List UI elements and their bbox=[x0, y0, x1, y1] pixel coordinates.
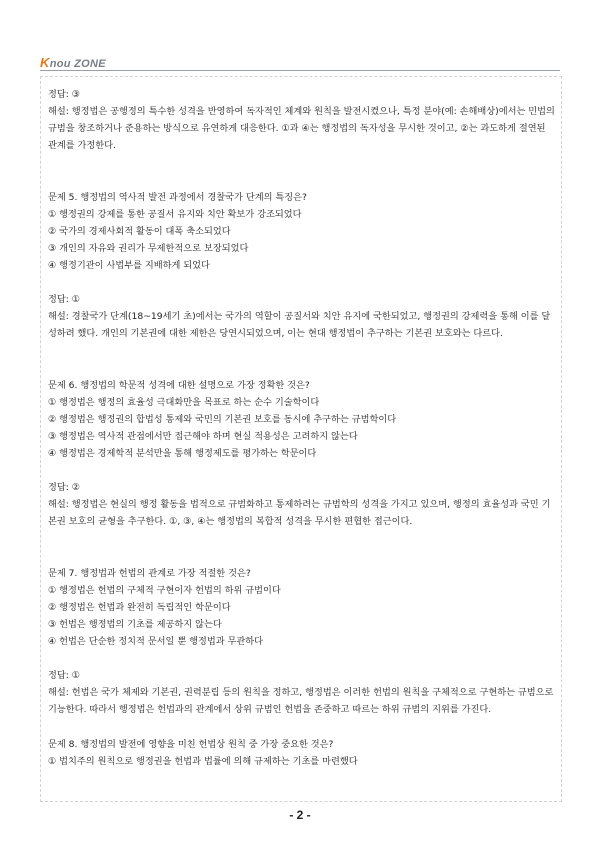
question-6: 문제 6. 행정법의 학문적 성격에 대한 설명으로 가장 정확한 것은? bbox=[48, 379, 310, 391]
answer-line: 정답: ① bbox=[48, 294, 81, 306]
option: ③ 헌법은 행정법의 기초를 제공하지 않는다 bbox=[48, 618, 222, 630]
option: ② 행정법은 헌법과 완전히 독립적인 학문이다 bbox=[48, 601, 231, 613]
option: ④ 헌법은 단순한 정치적 문서일 뿐 행정법과 무관하다 bbox=[48, 636, 264, 647]
option: ④ 행정법은 경제학적 분석만을 통해 행정제도를 평가하는 학문이다 bbox=[48, 447, 317, 459]
answer-line: 정답: ② bbox=[48, 482, 81, 494]
option: ① 법치주의 원칙으로 행정권을 헌법과 법률에 의해 규제하는 기초를 마련했다 bbox=[48, 755, 358, 767]
page-number: - 2 - bbox=[289, 808, 311, 822]
explanation: 해설: 헌법은 국가 체제와 기본권, 권력분립 등의 원칙을 정하고, 행정법은 이러한 헌법의 원칙을 구체적으로 구현하는 규범으로 기능한다. 따라서 행정법은 헌법과의 관계에서 상위 규범인 헌법을 존중하고 따르는 하위 규범의 지위를 가진다. bbox=[48, 687, 554, 716]
option: ④ 행정기관이 사법부를 지배하게 되었다 bbox=[48, 259, 210, 271]
logo-k: K bbox=[40, 55, 50, 70]
option: ① 행정법은 헌법의 구체적 구현이자 헌법의 하위 규범이다 bbox=[48, 584, 281, 596]
question-5: 문제 5. 행정법의 역사적 발전 과정에서 경찰국가 단계의 특징은? bbox=[48, 191, 307, 203]
question-7: 문제 7. 행정법과 헌법의 관계로 가장 적절한 것은? bbox=[48, 567, 251, 579]
option: ② 국가의 경제사회적 활동이 대폭 축소되었다 bbox=[48, 225, 231, 237]
explanation: 해설: 행정법은 공행정의 특수한 성격을 반영하여 독자적인 체계와 원칙을 발전시켰으나, 특정 분야(예: 손해배상)에서는 민법의 규범을 창조하거나 준용하는 방식으로 유연하게 대응한다. ①과 ④는 행정법의 독자성을 무시한 것이고, ②는 과도하게 절연된 관계를 가정한다. bbox=[48, 106, 555, 152]
document-content bbox=[48, 86, 556, 770]
explanation: 해설: 행정법은 현실의 행정 활동을 법적으로 규범화하고 통제하려는 규범학의 성격을 가지고 있으며, 행정의 효율성과 국민 기본권 보호의 균형을 추구한다. ①, ③, ④는 행정법의 복합적 성격을 무시한 편협한 접근이다. bbox=[48, 499, 551, 528]
option: ③ 개인의 자유와 권리가 무제한적으로 보장되었다 bbox=[48, 242, 249, 254]
header-rule bbox=[40, 70, 560, 71]
logo-text: nou ZONE bbox=[49, 58, 106, 70]
option: ① 행정법은 행정의 효율성 극대화만을 목표로 하는 순수 기술학이다 bbox=[48, 396, 320, 408]
answer-line: 정답: ① bbox=[48, 670, 81, 682]
answer-line: 정답: ③ bbox=[48, 89, 81, 100]
option: ③ 행정법은 역사적 관점에서만 접근해야 하며 현실 적용성은 고려하지 않는다 bbox=[48, 430, 358, 442]
option: ① 행정권의 강제를 통한 공질서 유지와 치안 확보가 강조되었다 bbox=[48, 208, 302, 220]
knouzone-logo bbox=[40, 57, 106, 70]
question-8: 문제 8. 행정법의 발전에 영향을 미친 헌법상 원칙 중 가장 중요한 것은? bbox=[48, 738, 334, 750]
explanation: 해설: 경찰국가 단계(18~19세기 초)에서는 국가의 역할이 공질서와 치안 유지에 국한되었고, 행정권의 강제력을 통해 이를 달성하려 했다. 개인의 기본권에 대한 제한은 당연시되었으며, 이는 현대 행정법이 추구하는 기본권 보호와는 다르다. bbox=[48, 311, 551, 340]
option: ② 행정법은 행정권의 합법성 통제와 국민의 기본권 보호를 동시에 추구하는 규범학이다 bbox=[48, 413, 397, 425]
